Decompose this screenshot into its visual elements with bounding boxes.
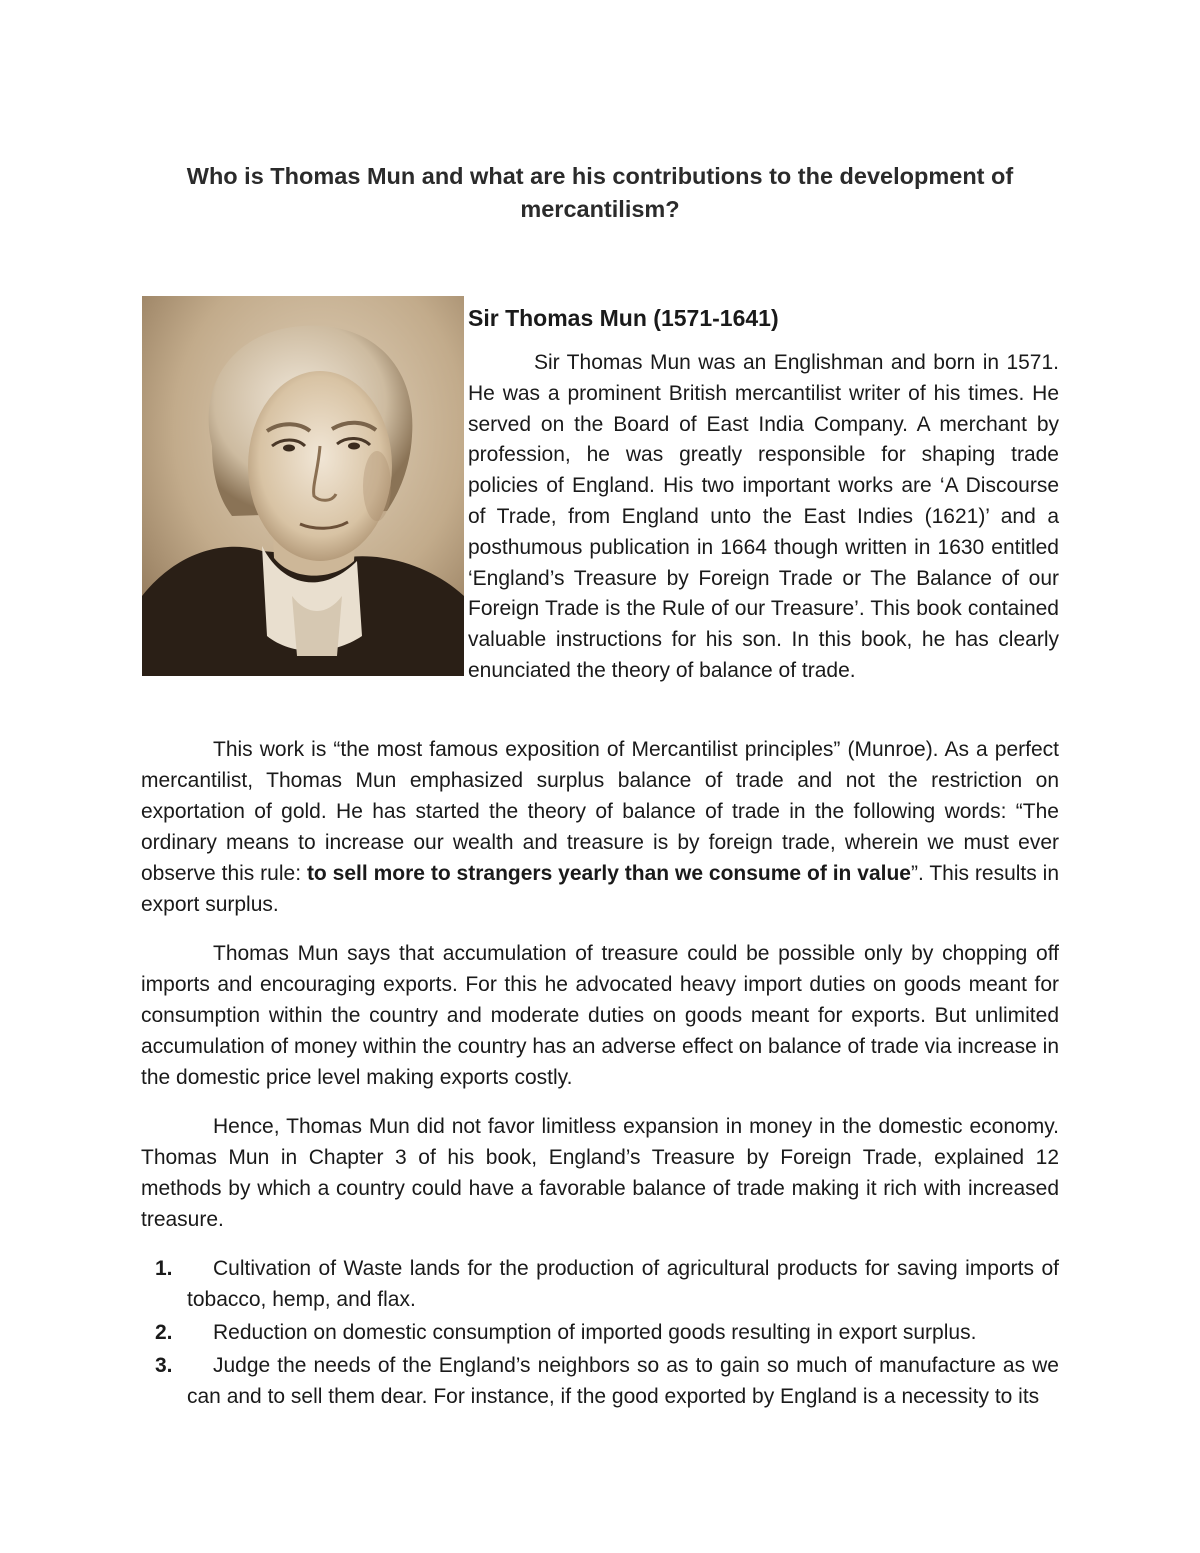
body-text <box>141 734 1059 1414</box>
portrait-spacer <box>141 296 468 686</box>
paragraph-2-text-end: ”. This results in export surplus. <box>141 862 1059 916</box>
paragraph-3: Thomas Mun says that accumulation of treasure could be possible only by chopping off imports and encouraging exports. For this he advocated heavy import duties on goods meant for consumption within the country and moderate duties on goods meant for exports. But unlimited accumulation of money within the country has an adverse effect on balance of trade via increase in the domestic price level making exports costly. <box>141 942 1059 1089</box>
list-item <box>141 1350 1059 1412</box>
section-heading: Sir Thomas Mun (1571-1641) <box>468 305 779 331</box>
list-item-text: Reduction on domestic consumption of imported goods resulting in export surplus. <box>213 1321 977 1344</box>
list-item <box>141 1253 1059 1315</box>
list-item <box>141 1317 1059 1348</box>
paragraph-2 <box>141 734 1059 920</box>
intro-paragraph: Sir Thomas Mun was an Englishman and born in 1571. He was a prominent British mercantilist writer of his times. He served on the Board of East India Company. A merchant by profession, he was greatly responsible for shaping trade policies of England. His two important works are ‘A Discourse of Trade, from England unto the East Indies (1621)’ and a posthumous publication in 1664 though written in 1630 entitled ‘England’s Treasure by Foreign Trade or The Balance of our Foreign Trade is the Rule of our Treasure’. This book contained valuable instructions for his son. In this book, he has clearly enunciated the theory of balance of trade. <box>468 351 1059 682</box>
intro-section <box>141 296 1059 687</box>
page-title: Who is Thomas Mun and what are his contributions to the development of mercantilism? <box>186 163 1014 222</box>
list-item-number: 1. <box>155 1257 173 1280</box>
list-item-number: 3. <box>155 1354 173 1377</box>
paragraph-2-text: This work is “the most famous exposition of Mercantilist principles” (Munroe). As a perfect mercantilist, Thomas Mun emphasized surplus balance of trade and not the restriction on exportation of gold. He has started the theory of balance of trade in the following words: “The ordinary means to increase our wealth and treasure is by foreign trade, wherein we must ever observe this rule: <box>141 738 1059 885</box>
paragraph-2-emphasis: to sell more to strangers yearly than we consume of in value <box>306 862 911 885</box>
list-item-text: Cultivation of Waste lands for the production of agricultural products for saving imports of tobacco, hemp, and flax. <box>187 1257 1059 1311</box>
methods-list <box>141 1253 1059 1412</box>
paragraph-4: Hence, Thomas Mun did not favor limitless expansion in money in the domestic economy. Thomas Mun in Chapter 3 of his book, England’s Treasure by Foreign Trade, explained 12 methods by which a country could have a favorable balance of trade making it rich with increased treasure. <box>141 1115 1059 1231</box>
list-item-text: Judge the needs of the England’s neighbors so as to gain so much of manufacture as we can and to sell them dear. For instance, if the good exported by England is a necessity to its <box>187 1354 1059 1408</box>
list-item-number: 2. <box>155 1321 173 1344</box>
